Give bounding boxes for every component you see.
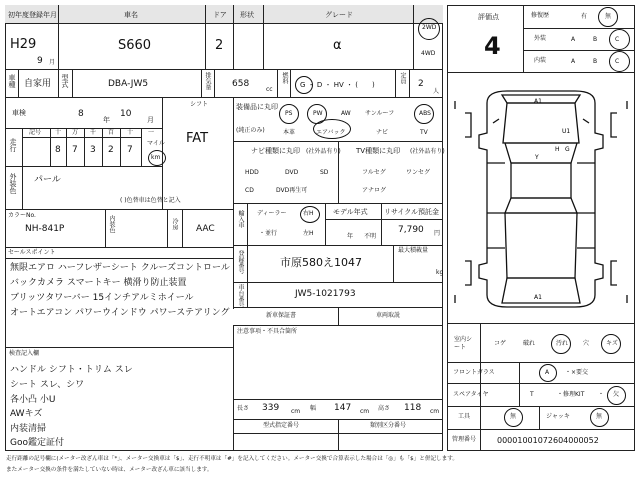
tv-note: (社外品有り): [410, 148, 445, 155]
reg-month-unit: 月: [49, 59, 56, 66]
tv-fullseg: フルセグ: [362, 169, 386, 176]
navi-dvd: DVD: [285, 169, 299, 176]
car-name-value: S660: [118, 38, 152, 53]
mileage-digit: 2: [108, 145, 114, 155]
model-year-unknown: 不明: [364, 233, 377, 240]
grade-value: α: [333, 38, 342, 53]
shift-value: FAT: [186, 131, 209, 146]
navi-title: ナビ種類に丸印: [251, 147, 300, 155]
model-number-label: 型式指定番号: [263, 422, 300, 429]
seat-hole: 穴: [583, 340, 590, 347]
sales-point-line: ブリッツタワーバー 15インチアルミホイール: [10, 293, 194, 303]
inspection-label: 車検: [12, 109, 26, 117]
tools-none-circle-mark: [504, 408, 523, 427]
equip-leather: 本革: [283, 129, 296, 136]
tv-title: TV種類に丸印: [356, 147, 401, 155]
inspection-month-value: 10: [120, 109, 132, 119]
exterior-grade-c: C: [615, 36, 620, 43]
equip-aw: AW: [341, 110, 351, 117]
model-value: DBA-JW5: [108, 79, 149, 89]
inspector-line: ハンドル シフト・トリム スレ: [10, 365, 133, 375]
tools-value: 無: [510, 413, 517, 420]
equip-navi: ナビ: [376, 129, 389, 136]
navi-hdd: HDD: [245, 169, 259, 176]
interior-grade-c: C: [615, 58, 620, 65]
color-number-value: NH-841P: [25, 224, 65, 234]
displacement-label: 排気量: [204, 72, 211, 90]
mileage-header-100: 百: [108, 129, 115, 136]
recycle-label: リサイクル預託金: [384, 208, 440, 216]
car-name-label: 車名: [124, 11, 138, 19]
fuel-g-circle-mark: [295, 76, 313, 94]
management-number-value: 00001001072604000052: [497, 436, 599, 445]
height-label: 高さ: [378, 405, 391, 412]
import-dealer: ディーラー: [257, 210, 287, 217]
mileage-header-100k: 十: [55, 129, 62, 136]
inspector-label: 検査記入欄: [9, 350, 40, 357]
footer-note-line2: またメーター交換の条件を満たしていない時は、メーター改ざん車に該当します。: [6, 467, 213, 473]
reg-month-value: 9: [37, 56, 43, 66]
damage-mark-roof-g: G: [565, 146, 570, 153]
mileage-unit-km: km: [151, 154, 161, 161]
width-value: 147: [334, 403, 352, 413]
cc-unit: cc: [266, 86, 273, 93]
spare-tire-label: スペアタイヤ: [453, 391, 489, 398]
interior-color-label: 内装色: [108, 215, 115, 233]
equipment-subtitle: (純正のみ): [236, 127, 265, 134]
new-car-warranty: 新車保証書: [266, 312, 297, 319]
sales-point-line: バックカメラ スマートキー 横滑り防止装置: [10, 278, 187, 288]
mileage-digit: 8: [55, 145, 61, 155]
navi-dvd-play: DVD再生可: [276, 187, 308, 194]
damage-mark-rear: A1: [534, 294, 542, 301]
exterior-grade-label: 外装: [534, 35, 547, 42]
km-circle-mark: [148, 150, 166, 166]
reg-date-label: 初年度登録年月: [8, 11, 57, 19]
import-parallel: ・並行: [259, 230, 278, 237]
length-value: 339: [262, 403, 280, 413]
seat-label: 室内シート: [454, 336, 473, 351]
capacity-unit: 人: [433, 88, 440, 95]
ac-label: 冷房: [171, 218, 178, 230]
interior-grade-label: 内装: [534, 57, 547, 64]
tv-analog: アナログ: [362, 187, 387, 194]
handle-right: 右H: [303, 210, 314, 217]
exterior-color-note: ( )色替車は色替と記入: [120, 197, 181, 204]
fuel-options: G ・ D ・ HV ・ ( ): [300, 81, 375, 89]
remarks-label: 注意事項・不具合箇所: [237, 328, 298, 335]
equip-ps: PS: [285, 110, 293, 117]
equip-airbag: エアバック: [316, 129, 346, 136]
tv-oneseg: ワンセグ: [406, 169, 431, 176]
vehicle-manual: 車両取説: [376, 312, 401, 319]
damage-mark-roof: U1: [562, 128, 571, 135]
height-unit: cm: [430, 408, 440, 415]
equipment-title: 装備品に丸印: [236, 103, 278, 111]
model-year-unit: 年: [347, 233, 354, 240]
spare-repair-kit: ・修理KIT: [557, 391, 585, 398]
airbag-circle-mark: [313, 119, 351, 139]
repair-option-no: 無: [605, 13, 612, 20]
inspector-line: 各小凸 小U: [10, 395, 56, 405]
sales-points-label: セールスポイント: [8, 249, 56, 256]
recycle-value: 7,790: [398, 225, 424, 235]
ps-circle-mark: [279, 104, 299, 124]
vehicle-type-label: 車種: [8, 74, 16, 88]
2wd-circle-mark: [418, 18, 440, 40]
exterior-c-circle-mark: [609, 29, 630, 50]
windshield-label: フロントガラス: [453, 369, 495, 376]
seat-stain: 汚れ: [556, 340, 569, 347]
mileage-header-1: 一: [148, 129, 155, 136]
inspector-line: Goo鑑定証付: [10, 438, 64, 448]
jack-value: 無: [596, 413, 603, 420]
fuel-label: 燃料: [281, 72, 288, 84]
inspection-month-unit: 月: [147, 116, 154, 124]
2wd-option: 2WD: [422, 24, 437, 31]
seat-tear: 破れ: [523, 340, 536, 347]
mileage-unit-mile: マイル: [147, 140, 165, 147]
exterior-grade-a: A: [571, 36, 576, 43]
navi-sd: SD: [320, 169, 329, 176]
import-label: 輸入車: [237, 210, 244, 228]
door-label: ドア: [213, 11, 227, 19]
repair-history-label: 修復歴: [531, 12, 550, 19]
windshield-a-circle-mark: [539, 364, 557, 382]
shape-label: 形状: [240, 11, 254, 19]
registration-value: 市原580え1047: [280, 256, 362, 269]
height-value: 118: [404, 403, 422, 413]
door-value: 2: [215, 38, 224, 53]
mileage-digit: 3: [90, 145, 96, 155]
inspector-line: AWキズ: [10, 409, 43, 419]
jack-none-circle-mark: [590, 408, 609, 427]
mileage-digit: 7: [72, 145, 78, 155]
length-unit: cm: [291, 408, 301, 415]
equip-tv: TV: [420, 129, 428, 136]
exterior-grade-b: B: [593, 36, 598, 43]
sales-point-line: オートエアコン パワーウインドウ パワーステアリング: [10, 308, 230, 318]
recycle-yen: 円: [434, 230, 441, 237]
capacity-value: 2: [418, 79, 424, 89]
management-number-label: 管理番号: [452, 436, 477, 443]
max-load-unit: kg: [436, 269, 444, 276]
repair-no-circle-mark: [598, 7, 618, 27]
shift-label: シフト: [190, 101, 209, 108]
width-unit: cm: [360, 408, 370, 415]
footer-note-line1: 走行距離の記号欄に(メーター改ざん車は「*」、メーター交換車は「$」、走行不明車は「#」を記入してください。メーター交換で合算表示した場合は「◎」も「$」と併記します。: [6, 456, 458, 462]
inspection-year-unit: 年: [103, 116, 110, 124]
ac-value: AAC: [196, 224, 215, 234]
exterior-color-label: 外装色: [9, 173, 17, 194]
score-label: 評価点: [478, 13, 499, 21]
mileage-header-10k: 万: [72, 129, 79, 136]
windshield-grade-a: A: [545, 369, 550, 376]
interior-grade-a: A: [571, 58, 576, 65]
repair-option-yes: 有: [581, 13, 588, 20]
capacity-label: 定員: [399, 72, 406, 84]
navi-cd: CD: [245, 187, 254, 194]
reg-year-value: H29: [10, 37, 37, 52]
interior-c-circle-mark: [609, 51, 630, 72]
navi-note: (社外品有り): [306, 148, 341, 155]
registration-label: 登録番号: [237, 250, 244, 274]
mileage-label: 走行: [9, 138, 17, 152]
inspector-line: シート スレ、シワ: [10, 380, 85, 390]
model-label: 型式: [61, 74, 69, 88]
inspection-year-value: 8: [78, 109, 84, 119]
mileage-digit: 7: [127, 145, 133, 155]
score-value: 4: [484, 32, 501, 60]
damage-mark-front: A1: [534, 98, 542, 105]
max-load-label: 最大積載量: [398, 247, 429, 254]
length-label: 長さ: [237, 405, 250, 412]
car-damage-diagram: [447, 73, 635, 323]
jack-label: ジャッキ: [546, 413, 570, 420]
width-label: 幅: [310, 405, 317, 412]
equip-abs: ABS: [419, 110, 431, 117]
color-number-label: カラーNo.: [8, 212, 36, 219]
damage-mark-roof-h: H: [555, 146, 560, 153]
handle-left: 左H: [303, 230, 314, 237]
mileage-header-symbol: 記号: [29, 129, 42, 136]
abs-circle-mark: [414, 104, 434, 124]
category-number-label: 類別区分番号: [370, 422, 407, 429]
mileage-header-1k: 千: [90, 129, 97, 136]
spare-missing-circle-mark: [607, 386, 626, 405]
tools-label: 工具: [458, 413, 471, 420]
seat-stain-circle-mark: [551, 334, 571, 354]
vehicle-type-value: 自家用: [24, 79, 52, 89]
mileage-header-10: 十: [127, 129, 134, 136]
right-handle-circle-mark: [300, 206, 320, 223]
seat-burn: コゲ: [494, 340, 507, 347]
windshield-replace: ・×要交: [565, 369, 589, 376]
model-year-label: モデル年式: [333, 208, 368, 216]
grade-label: グレード: [325, 11, 353, 19]
equip-pw: PW: [313, 110, 323, 117]
spare-tire-t: T: [530, 391, 534, 398]
interior-grade-b: B: [593, 58, 598, 65]
displacement-value: 658: [232, 79, 250, 89]
4wd-option: 4WD: [421, 50, 436, 57]
spare-missing: 欠: [613, 391, 620, 398]
spare-dot: ・: [598, 391, 605, 398]
inspector-line: 内装清掃: [10, 424, 47, 434]
equip-sunroof: サンルーフ: [365, 110, 395, 117]
sales-point-line: 無限エアロ ハーフレザーシート クルーズコントロール: [10, 263, 230, 273]
seat-scratch-circle-mark: [601, 334, 621, 354]
chassis-value: JW5-1021793: [295, 289, 356, 299]
exterior-color-value: パール: [34, 175, 61, 185]
damage-mark-windshield: Y: [535, 154, 539, 161]
seat-scratch: キズ: [606, 340, 618, 347]
chassis-label: 車台番号: [237, 284, 244, 308]
